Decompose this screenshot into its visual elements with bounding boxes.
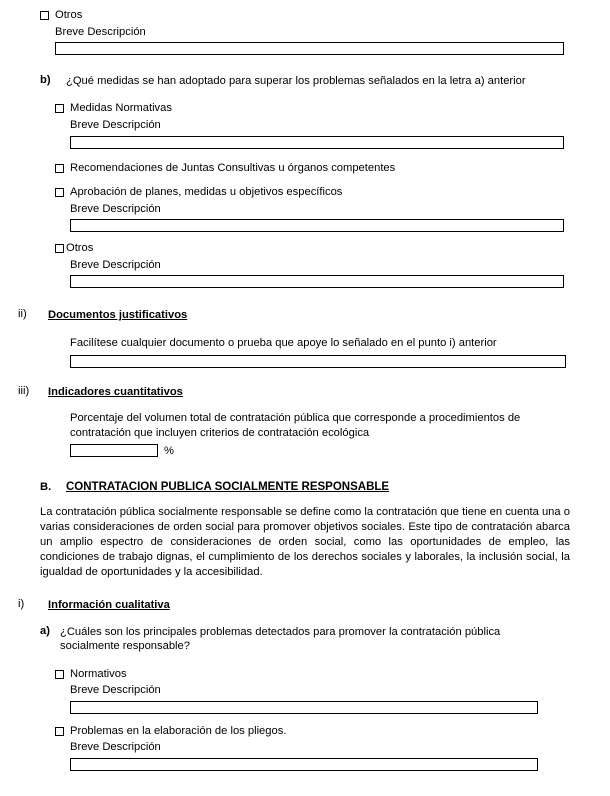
text-input-aprobacion-planes[interactable]: [70, 219, 564, 232]
question-a-text: ¿Cuáles son los principales problemas detectados para promover la contratación pública socialmente responsable?: [60, 625, 501, 653]
checkbox-icon[interactable]: [55, 104, 64, 113]
checkbox-row-otros-b[interactable]: [55, 241, 578, 256]
section-B-heading: [40, 481, 578, 493]
text-input-otros-b[interactable]: [70, 275, 564, 288]
question-a-marker: a): [40, 624, 50, 637]
section-i-title: Información cualitativa: [48, 598, 170, 611]
section-iii-heading: [18, 385, 578, 399]
checkbox-label: Problemas en la elaboración de los pliegos.: [70, 724, 287, 737]
desc-label: Breve Descripción: [70, 202, 161, 215]
checkbox-row-recomendaciones[interactable]: [55, 161, 578, 176]
question-b-block: [18, 74, 578, 288]
checkbox-row-medidas-normativas[interactable]: [55, 101, 578, 116]
text-input-problemas-pliegos[interactable]: [70, 758, 538, 771]
checkbox-label: Normativos: [70, 667, 127, 680]
question-b-option-2: [18, 185, 578, 232]
checkbox-icon[interactable]: [40, 11, 49, 20]
section-iii-title: Indicadores cuantitativos: [48, 386, 183, 399]
checkbox-row-aprobacion-planes[interactable]: [55, 185, 578, 200]
desc-label: Breve Descripción: [70, 119, 161, 132]
question-a-block: [40, 625, 538, 654]
question-b-option-0: [18, 101, 578, 148]
section-i-block: [18, 598, 578, 771]
text-input-normativos[interactable]: [70, 701, 538, 714]
desc-label: Breve Descripción: [70, 741, 161, 754]
checkbox-icon[interactable]: [55, 670, 64, 679]
desc-label: Breve Descripción: [70, 258, 161, 271]
checkbox-icon[interactable]: [55, 164, 64, 173]
section-B-title: CONTRATACION PUBLICA SOCIALMENTE RESPONSABLE: [66, 481, 390, 494]
text-input-documentos-justificativos[interactable]: [70, 355, 566, 368]
checkbox-label: Medidas Normativas: [70, 102, 172, 115]
question-b-option-3: [18, 241, 578, 288]
desc-label: Breve Descripción: [55, 25, 146, 38]
section-B-block: [18, 481, 578, 581]
checkbox-label: Otros: [55, 9, 83, 21]
desc-label: Breve Descripción: [70, 684, 161, 697]
text-input-otros-top[interactable]: [55, 42, 564, 55]
section-iii-marker: iii): [18, 385, 30, 398]
checkbox-row-problemas-pliegos[interactable]: [55, 724, 578, 739]
question-b-heading: [40, 74, 578, 88]
checkbox-icon[interactable]: [55, 244, 64, 253]
section-iii-block: [18, 385, 578, 457]
question-b-option-1: [18, 161, 578, 176]
section-i-option-1: [18, 724, 578, 771]
section-i-marker: i): [18, 597, 25, 610]
section-ii-marker: ii): [18, 308, 27, 321]
percent-unit-label: %: [164, 444, 174, 457]
section-i-heading: [18, 598, 578, 612]
section-ii-heading: [18, 308, 578, 322]
checkbox-row-otros-top[interactable]: [40, 8, 578, 23]
checkbox-row-normativos[interactable]: [55, 667, 578, 682]
section-B-marker: B.: [40, 481, 52, 494]
checkbox-label: Aprobación de planes, medidas u objetivos específicos: [70, 186, 343, 199]
top-otros-block: [18, 0, 578, 55]
checkbox-icon[interactable]: [55, 727, 64, 736]
section-ii-title: Documentos justificativos: [48, 309, 188, 322]
text-input-medidas-normativas[interactable]: [70, 136, 564, 149]
checkbox-label: Recomendaciones de Juntas Consultivas u órganos competentes: [70, 161, 396, 174]
percent-input-contratacion-ecologica[interactable]: [70, 444, 158, 457]
section-iii-text: Porcentaje del volumen total de contratación pública que corresponde a procedimientos de contratación que incluyen criterios de contratación ecológica: [70, 412, 521, 439]
question-b-marker: b): [40, 74, 51, 87]
checkbox-label: Otros: [66, 242, 94, 255]
section-B-paragraph: La contratación pública socialmente responsable se define como la contratación que tiene en cuenta una o varias consideraciones de orden social para promover objetivos sociales. Este tipo de contratación abarca un amplio espectro de consideraciones de orden social, como las oportunidades de empleo, las condiciones de trabajo dignas, el cumplimiento de los derechos sociales y laborales, la inclusión social, la igualdad de oportunidades y la accesibilidad.: [40, 506, 570, 579]
section-ii-block: [18, 308, 578, 368]
section-ii-text: Facilítese cualquier documento o prueba que apoye lo señalado en el punto i) anterior: [70, 336, 497, 349]
checkbox-icon[interactable]: [55, 188, 64, 197]
question-b-text: ¿Qué medidas se han adoptado para superar los problemas señalados en la letra a) anterior: [66, 75, 526, 88]
section-i-option-0: [18, 667, 578, 714]
